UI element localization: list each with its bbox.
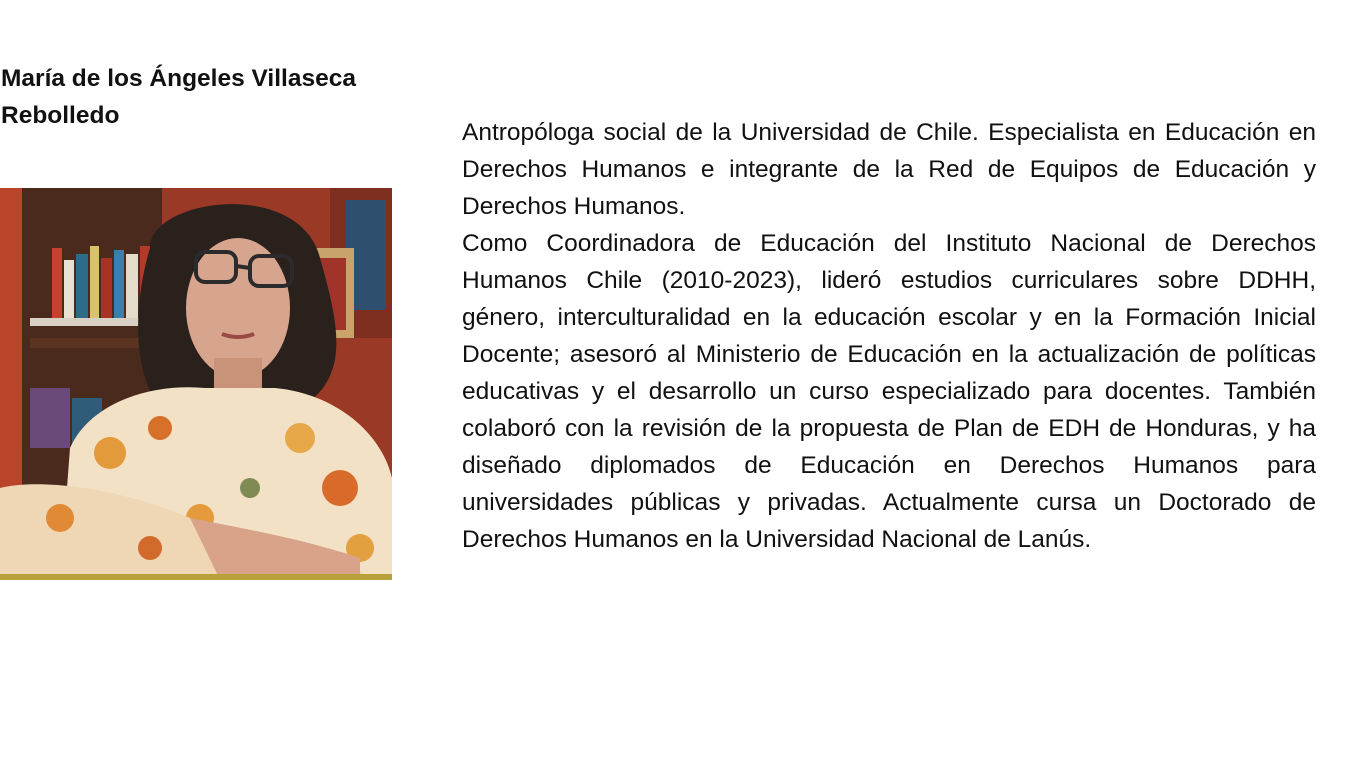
bio-paragraph-2: Como Coordinadora de Educación del Instituto Nacional de Derechos Humanos Chile (2010-2023), lideró estudios curriculares sobre DDHH, género, interculturalidad en la educación escolar y en la Formación Inicial Docente; asesoró al Ministerio de Educación en la actualización de políticas educativas y el desarrollo un curso especializado para docentes. También colaboró con la revisión de la propuesta de Plan de EDH de Honduras, y ha diseñado diplomados de Educación en Derechos Humanos para universidades públicas y privadas. Actualmente cursa un Doctorado de Derechos Humanos en la Universidad Nacional de Lanús. [462,230,1316,553]
profile-name: María de los Ángeles Villaseca Rebolledo [1,65,356,129]
bio-paragraph-1: Antropóloga social de la Universidad de Chile. Especialista en Educación en Derechos Humanos e integrante de la Red de Equipos de Educación y Derechos Humanos. [462,119,1316,220]
biography [462,114,1316,558]
portrait-photo [0,188,392,580]
portrait-illustration [0,188,392,580]
